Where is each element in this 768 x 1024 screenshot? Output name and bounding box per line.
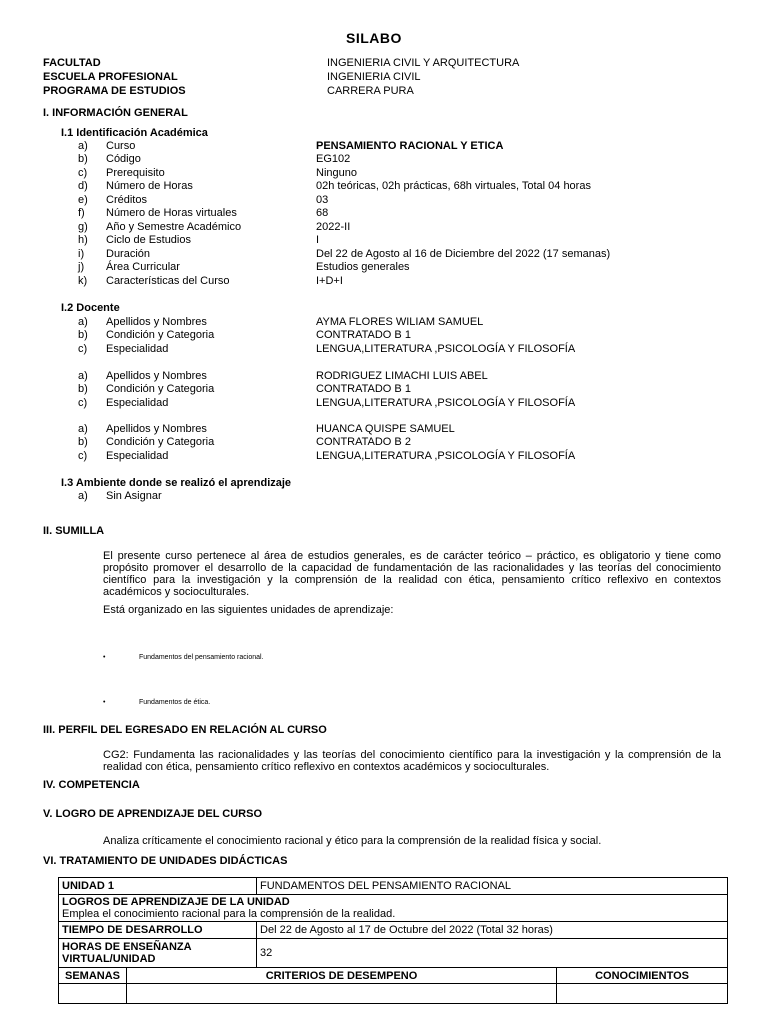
item-letter: a) [78,423,88,435]
item-label: Apellidos y Nombres [106,370,207,382]
program-label: PROGRAMA DE ESTUDIOS [43,85,186,97]
document-title: SILABO [346,30,402,46]
bullet-icon: • [103,699,106,706]
item-value: I+D+I [316,275,343,287]
item-letter: d) [78,180,88,192]
table-cell [59,984,127,1004]
faculty-label: FACULTAD [43,57,101,69]
item-letter: a) [78,490,88,502]
development-time-value: Del 22 de Agosto al 17 de Octubre del 2022 (Total 32 horas) [257,922,728,939]
teacher-name: RODRIGUEZ LIMACHI LUIS ABEL [316,370,488,382]
program-value: CARRERA PURA [327,85,414,97]
unit-list-item: Fundamentos del pensamiento racional. [139,654,264,661]
section-3-heading: III. PERFIL DEL EGRESADO EN RELACIÓN AL CURSO [43,724,327,736]
subsection-1-2-heading: I.2 Docente [61,302,120,314]
item-label: Número de Horas [106,180,193,192]
unit-achievement-label: LOGROS DE APRENDIZAJE DE LA UNIDAD [62,896,290,908]
item-letter: c) [78,450,88,462]
bullet-icon: • [103,654,106,661]
course-achievement: Analiza críticamente el conocimiento racional y ético para la comprensión de la realidad física y social. [103,835,602,847]
school-label: ESCUELA PROFESIONAL [43,71,178,83]
item-label: Año y Semestre Académico [106,221,242,233]
item-value: Ninguno [316,167,357,179]
col-header-knowledge: CONOCIMIENTOS [557,968,728,984]
item-value: LENGUA,LITERATURA ,PSICOLOGÍA Y FILOSOFÍA [316,343,576,355]
item-value: CONTRATADO B 2 [316,436,411,448]
teacher-name: AYMA FLORES WILIAM SAMUEL [316,316,484,328]
item-letter: c) [78,397,88,409]
item-letter: b) [78,329,88,341]
item-value: 2022-II [316,221,351,233]
item-letter: b) [78,436,88,448]
item-label: Curso [106,140,136,152]
faculty-value: INGENIERIA CIVIL Y ARQUITECTURA [327,57,520,69]
item-label: Características del Curso [106,275,230,287]
item-label: Número de Horas virtuales [106,207,237,219]
item-letter: a) [78,316,88,328]
item-value: LENGUA,LITERATURA ,PSICOLOGÍA Y FILOSOFÍA [316,450,576,462]
item-label: Duración [106,248,151,260]
item-label: Especialidad [106,397,169,409]
item-letter: g) [78,221,88,233]
section-5-heading: V. LOGRO DE APRENDIZAJE DEL CURSO [43,808,263,820]
item-letter: a) [78,370,88,382]
teacher-name: HUANCA QUISPE SAMUEL [316,423,455,435]
item-value: 03 [316,194,329,206]
teaching-hours-value: 32 [257,939,728,968]
item-letter: c) [78,343,88,355]
section-6-heading: VI. TRATAMIENTO DE UNIDADES DIDÁCTICAS [43,855,288,867]
item-label: Ciclo de Estudios [106,234,191,246]
table-cell [127,984,557,1004]
item-label: Condición y Categoria [106,383,215,395]
item-label: Especialidad [106,343,169,355]
unit-label: UNIDAD 1 [59,878,257,895]
sumilla-paragraph: El presente curso pertenece al área de estudios generales, es de carácter teórico – práctico, es obligatorio y tiene como propósito promover el desarrollo de la capacidad de fundamentación de las racionalidades y las teorías del conocimiento científico para la investigación y la comprensión de la realidad con ética, pensamiento crítico reflexivo en contextos académicos y socioculturales. [103,550,721,598]
units-intro: Está organizado en las siguientes unidades de aprendizaje: [103,604,394,616]
unit-1-table [58,877,728,1004]
item-label: Apellidos y Nombres [106,316,207,328]
course-name: PENSAMIENTO RACIONAL Y ETICA [316,140,504,152]
table-cell [557,984,728,1004]
unit-achievement-value: Emplea el conocimiento racional para la comprensión de la realidad. [62,908,396,920]
item-label: Área Curricular [106,261,180,273]
item-letter: f) [78,207,85,219]
col-header-weeks: SEMANAS [59,968,127,984]
section-4-heading: IV. COMPETENCIA [43,779,140,791]
school-value: INGENIERIA CIVIL [327,71,421,83]
environment-value: Sin Asignar [106,490,162,502]
profile-paragraph: CG2: Fundamenta las racionalidades y las teorías del conocimiento científico para la investigación y la comprensión de la realidad con ética, pensamiento crítico reflexivo en contextos académicos y socioculturales. [103,749,721,773]
item-value: CONTRATADO B 1 [316,383,411,395]
item-letter: c) [78,167,88,179]
unit-list-item: Fundamentos de ética. [139,699,211,706]
item-letter: i) [78,248,85,260]
item-letter: e) [78,194,88,206]
item-label: Código [106,153,141,165]
col-header-criteria: CRITERIOS DE DESEMPENO [127,968,557,984]
item-label: Prerequisito [106,167,165,179]
unit-achievement-cell [59,895,728,922]
item-label: Condición y Categoria [106,329,215,341]
item-label: Apellidos y Nombres [106,423,207,435]
subsection-1-1-heading: I.1 Identificación Académica [61,127,208,139]
item-letter: b) [78,383,88,395]
item-letter: h) [78,234,88,246]
item-value: I [316,234,320,246]
subsection-1-3-heading: I.3 Ambiente donde se realizó el aprendizaje [61,477,292,489]
development-time-label: TIEMPO DE DESARROLLO [59,922,257,939]
item-letter: b) [78,153,88,165]
item-letter: a) [78,140,88,152]
item-value: LENGUA,LITERATURA ,PSICOLOGÍA Y FILOSOFÍA [316,397,576,409]
item-value: Del 22 de Agosto al 16 de Diciembre del 2022 (17 semanas) [316,248,611,260]
item-value: 68 [316,207,329,219]
item-letter: j) [78,261,85,273]
item-value: 02h teóricas, 02h prácticas, 68h virtuales, Total 04 horas [316,180,591,192]
unit-name: FUNDAMENTOS DEL PENSAMIENTO RACIONAL [257,878,728,895]
section-2-heading: II. SUMILLA [43,525,105,537]
item-letter: k) [78,275,88,287]
item-label: Condición y Categoria [106,436,215,448]
section-1-heading: I. INFORMACIÓN GENERAL [43,107,188,119]
item-value: Estudios generales [316,261,410,273]
item-value: EG102 [316,153,351,165]
item-label: Créditos [106,194,147,206]
teaching-hours-label: HORAS DE ENSEÑANZA VIRTUAL/UNIDAD [59,939,257,968]
item-label: Especialidad [106,450,169,462]
item-value: CONTRATADO B 1 [316,329,411,341]
